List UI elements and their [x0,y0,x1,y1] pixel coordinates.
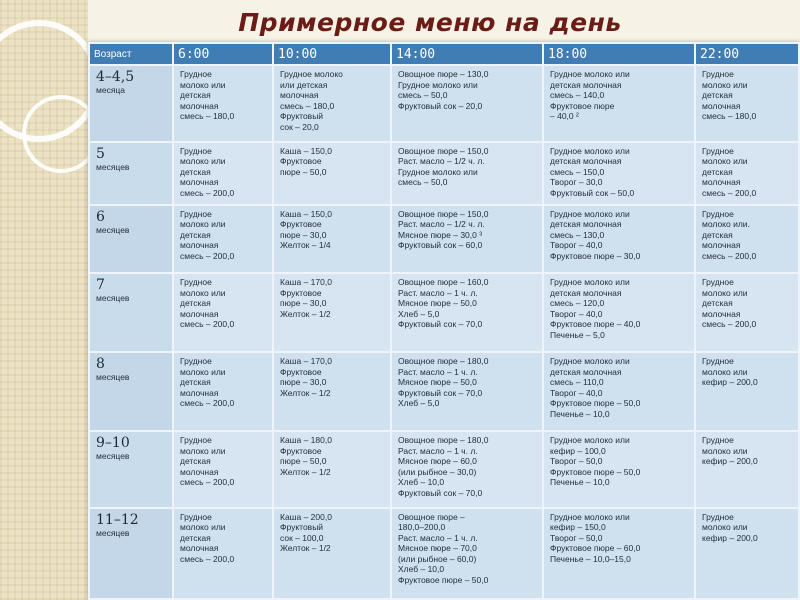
menu-cell: Грудное молоко или детская молочная смесь – 200,0 [695,273,799,352]
age-cell [89,273,173,352]
menu-table-body [89,65,799,599]
age-value: 7 [96,277,105,294]
menu-cell: Грудное молоко или детская молочная смесь – 120,0 Творог – 40,0 Фруктовое пюре – 40,0 Печенье – 5,0 [543,273,695,352]
menu-cell: Грудное молоко или детская молочная смесь – 110,0 Творог – 40,0 Фруктовое пюре – 50,0 Печенье – 10,0 [543,352,695,431]
menu-cell: Грудное молоко или детская молочная смесь – 200,0 [173,273,273,352]
menu-cell: Овощное пюре – 130,0 Грудное молоко или смесь – 50,0 Фруктовый сок – 20,0 [391,65,543,142]
age-value: 4–4,5 [96,69,135,85]
age-cell [89,508,173,599]
menu-cell: Овощное пюре – 180,0 Раст. масло – 1 ч. л. Мясное пюре – 60,0 (или рыбное – 30,0) Хлеб – 10,0 Фруктовый сок – 70,0 [391,431,543,508]
menu-cell: Грудное молоко или детская молочная смесь – 180,0 [695,65,799,142]
menu-cell: Каша – 200,0 Фруктовый сок – 100,0 Желток – 1/2 [273,508,391,599]
age-cell [89,352,173,431]
menu-cell: Грудное молоко или детская молочная смесь – 130,0 Творог – 40,0 Фруктовое пюре – 30,0 [543,205,695,274]
menu-cell: Грудное молоко или детская молочная смесь – 140,0 Фруктовое пюре – 40,0 ² [543,65,695,142]
menu-cell: Грудное молоко или кефир – 100,0 Творог – 50,0 Фруктовое пюре – 50,0 Печенье – 10,0 [543,431,695,508]
menu-cell: Каша – 180,0 Фруктовое пюре – 50,0 Желток – 1/2 [273,431,391,508]
table-row [89,142,799,205]
table-row [89,273,799,352]
table-row [89,431,799,508]
table-row [89,205,799,274]
table-row [89,352,799,431]
menu-cell: Каша – 150,0 Фруктовое пюре – 30,0 Желток – 1/4 [273,205,391,274]
menu-cell: Каша – 170,0 Фруктовое пюре – 30,0 Желток – 1/2 [273,352,391,431]
menu-table [88,42,800,600]
menu-cell: Овощное пюре – 180,0 Раст. масло – 1 ч. л. Мясное пюре – 50,0 Фруктовый сок – 70,0 Хлеб – 5,0 [391,352,543,431]
column-header-time: 22:00 [695,43,799,65]
menu-cell: Грудное молоко или кефир – 200,0 [695,508,799,599]
menu-cell: Грудное молоко или детская молочная смесь – 200,0 [173,352,273,431]
age-cell [89,205,173,274]
table-header-row [89,43,799,65]
menu-cell: Овощное пюре – 180,0–200,0 Раст. масло – 1 ч. л. Мясное пюре – 70,0 (или рыбное – 60,0) Хлеб – 10,0 Фруктовое пюре – 50,0 [391,508,543,599]
age-cell [89,142,173,205]
age-cell [89,65,173,142]
age-unit: месяцев [96,224,130,235]
age-unit: месяцев [96,293,130,304]
column-header-time: 14:00 [391,43,543,65]
menu-cell: Каша – 150,0 Фруктовое пюре – 50,0 [273,142,391,205]
age-unit: месяцев [96,451,130,462]
menu-cell: Грудное молоко или кефир – 200,0 [695,352,799,431]
age-value: 8 [96,356,105,373]
column-header-time: 18:00 [543,43,695,65]
age-value: 6 [96,208,105,225]
age-value: 9–10 [96,435,130,452]
column-header-age: Возраст [89,43,173,65]
menu-cell: Грудное молоко или детская молочная смесь – 180,0 Фруктовый сок – 20,0 [273,65,391,142]
table-row [89,508,799,599]
menu-cell: Грудное молоко или кефир – 150,0 Творог – 50,0 Фруктовое пюре – 60,0 Печенье – 10,0–15,0 [543,508,695,599]
age-cell [89,431,173,508]
menu-cell: Грудное молоко или кефир – 200,0 [695,431,799,508]
menu-cell: Овощное пюре – 150,0 Раст. масло – 1/2 ч. л. Мясное пюре – 30,0 ³ Фруктовый сок – 60,0 [391,205,543,274]
decorative-side-strip [0,0,88,600]
menu-cell: Грудное молоко или. детская молочная смесь – 200,0 [695,205,799,274]
column-header-time: 6:00 [173,43,273,65]
menu-cell: Грудное молоко или детская молочная смесь – 200,0 [695,142,799,205]
age-unit: месяцев [96,161,130,172]
menu-cell: Грудное молоко или детская молочная смесь – 150,0 Творог – 30,0 Фруктовый сок – 50,0 [543,142,695,205]
menu-cell: Грудное молоко или детская молочная смесь – 200,0 [173,142,273,205]
age-unit: месяцев [96,527,130,538]
age-unit: месяцев [96,372,130,383]
menu-cell: Грудное молоко или детская молочная смесь – 200,0 [173,205,273,274]
menu-cell: Каша – 170,0 Фруктовое пюре – 30,0 Желток – 1/2 [273,273,391,352]
column-header-time: 10:00 [273,43,391,65]
menu-cell: Овощное пюре – 160,0 Раст. масло – 1 ч. л. Мясное пюре – 50,0 Хлеб – 5,0 Фруктовый сок – 70,0 [391,273,543,352]
table-row [89,65,799,142]
age-value: 5 [96,145,105,162]
menu-cell: Грудное молоко или детская молочная смесь – 180,0 [173,65,273,142]
menu-cell: Грудное молоко или детская молочная смесь – 200,0 [173,431,273,508]
age-value: 11–12 [96,511,139,528]
page-title: Примерное меню на день [238,8,622,37]
age-unit: месяца [96,85,126,95]
menu-cell: Овощное пюре – 150,0 Раст. масло – 1/2 ч. л. Грудное молоко или смесь – 50,0 [391,142,543,205]
menu-cell: Грудное молоко или детская молочная смесь – 200,0 [173,508,273,599]
